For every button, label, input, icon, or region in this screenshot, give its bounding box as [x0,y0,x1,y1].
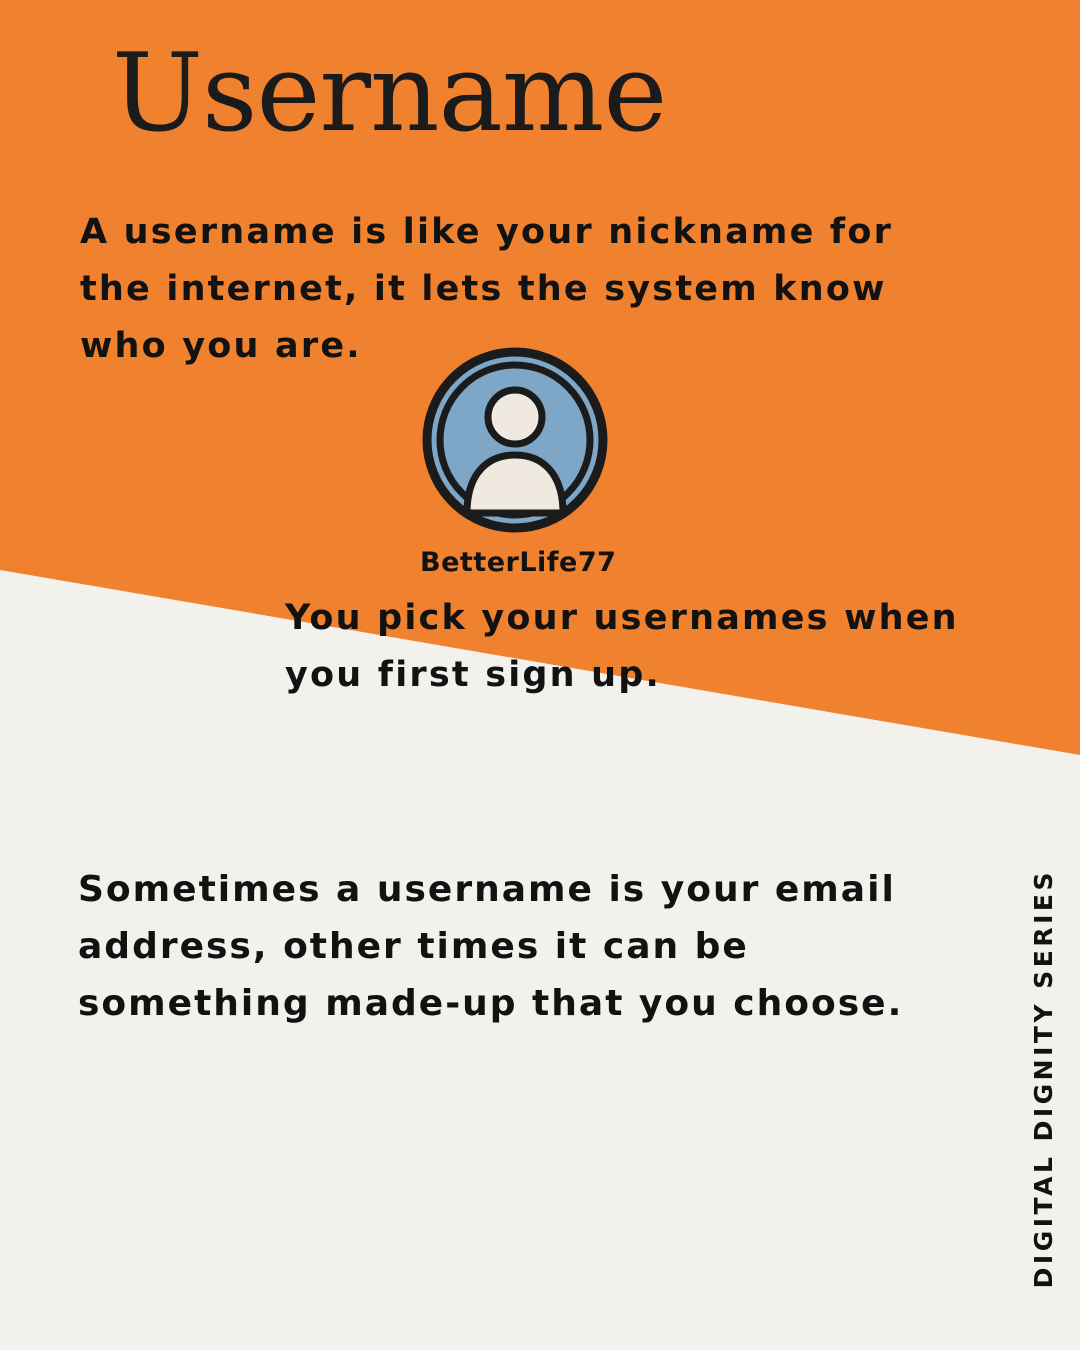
detail-paragraph: Sometimes a username is your email address, other times it can be something made-up that you choose. [78,869,904,1024]
page-title: Username [112,31,667,156]
intro-paragraph: A username is like your nickname for the internet, it lets the system know who you are. [80,212,894,367]
user-avatar-icon [420,345,610,535]
series-label: DIGITAL DIGNITY SERIES [1029,868,1058,1288]
signup-paragraph: You pick your usernames when you first sign up. [285,598,959,696]
avatar-username-label: BetterLife77 [420,547,617,578]
avatar-block [420,345,617,578]
